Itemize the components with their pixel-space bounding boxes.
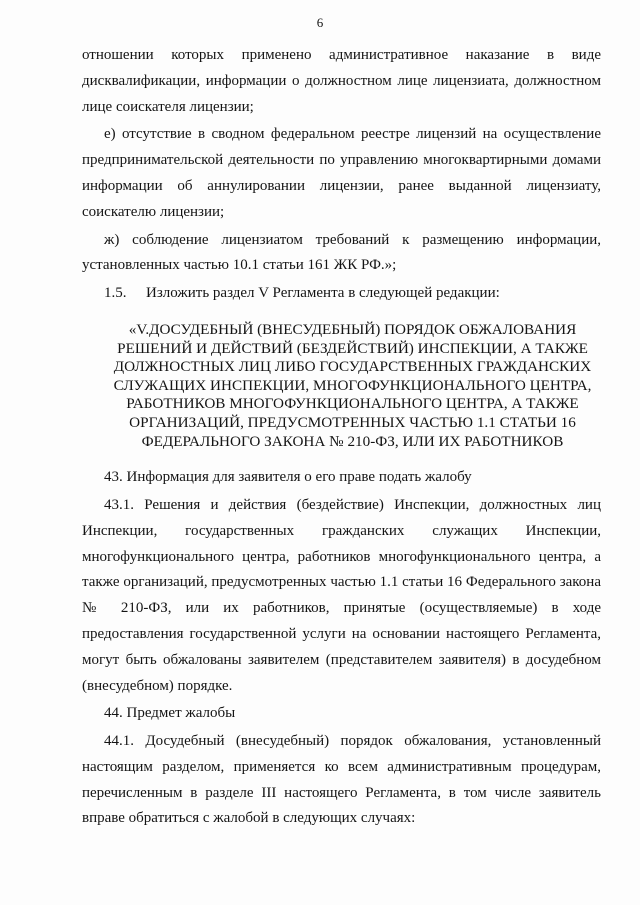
page-number: 6 xyxy=(316,15,324,30)
item-43-title: 43. Информация для заявителя о его праве подать жалобу xyxy=(104,469,472,486)
section-item-number: 1.5. xyxy=(104,285,127,302)
paragraph-continuation: отношении которых применено административное наказание в виде дисквалификации, информации о должностном лице лицензиата, должностном лице соискателя лицензии; xyxy=(82,47,601,115)
item-44-title: 44. Предмет жалобы xyxy=(104,705,236,722)
section-item-1-5 xyxy=(82,281,601,307)
section-heading: «V.ДОСУДЕБНЫЙ (ВНЕСУДЕБНЫЙ) ПОРЯДОК ОБЖАЛОВАНИЯ РЕШЕНИЙ И ДЕЙСТВИЙ (БЕЗДЕЙСТВИЙ) ИНСПЕКЦИИ, А ТАКЖЕ ДОЛЖНОСТНЫХ ЛИЦ ЛИБО ГОСУДАРСТВЕННЫХ ГРАЖДАНСКИХ СЛУЖАЩИХ ИНСПЕКЦИИ, МНОГОФУНКЦИОНАЛЬНОГО ЦЕНТРА, РАБОТНИКОВ МНОГОФУНКЦИОНАЛЬНОГО ЦЕНТРА, А ТАКЖЕ ОРГАНИЗАЦИЙ, ПРЕДУСМОТРЕННЫХ ЧАСТЬЮ 1.1 СТАТЬИ 16 ФЕДЕРАЛЬНОГО ЗАКОНА № 210-ФЗ, ИЛИ ИХ РАБОТНИКОВ xyxy=(113,320,592,450)
section-item-text: Изложить раздел V Регламента в следующей редакции: xyxy=(146,285,500,302)
document-body xyxy=(82,43,601,832)
paragraph-item-e: е) отсутствие в сводном федеральном реестре лицензий на осуществление предпринимательской деятельности по управлению многоквартирными домами информации об аннулировании лицензии, ранее выданной лицензиату, соискателю лицензии; xyxy=(82,126,601,220)
item-44-1: 44.1. Досудебный (внесудебный) порядок обжалования, установленный настоящим разделом, применяется ко всем административным процедурам, перечисленным в разделе III настоящего Регламента, в том числе заявитель вправе обратиться с жалобой в следующих случаях: xyxy=(82,733,601,827)
item-43-1: 43.1. Решения и действия (бездействие) Инспекции, должностных лиц Инспекции, государственных гражданских служащих Инспекции, многофункционального центра, работников многофункционального центра, а также организаций, предусмотренных частью 1.1 статьи 16 Федерального закона № 210-ФЗ, или их работников, принятые (осуществляемые) в ходе предоставления государственной услуги на основании настоящего Регламента, могут быть обжалованы заявителем (представителем заявителя) в досудебном (внесудебном) порядке. xyxy=(82,496,601,694)
paragraph-item-zh: ж) соблюдение лицензиатом требований к размещению информации, установленных частью 10.1 статьи 161 ЖК РФ.»; xyxy=(82,231,601,274)
